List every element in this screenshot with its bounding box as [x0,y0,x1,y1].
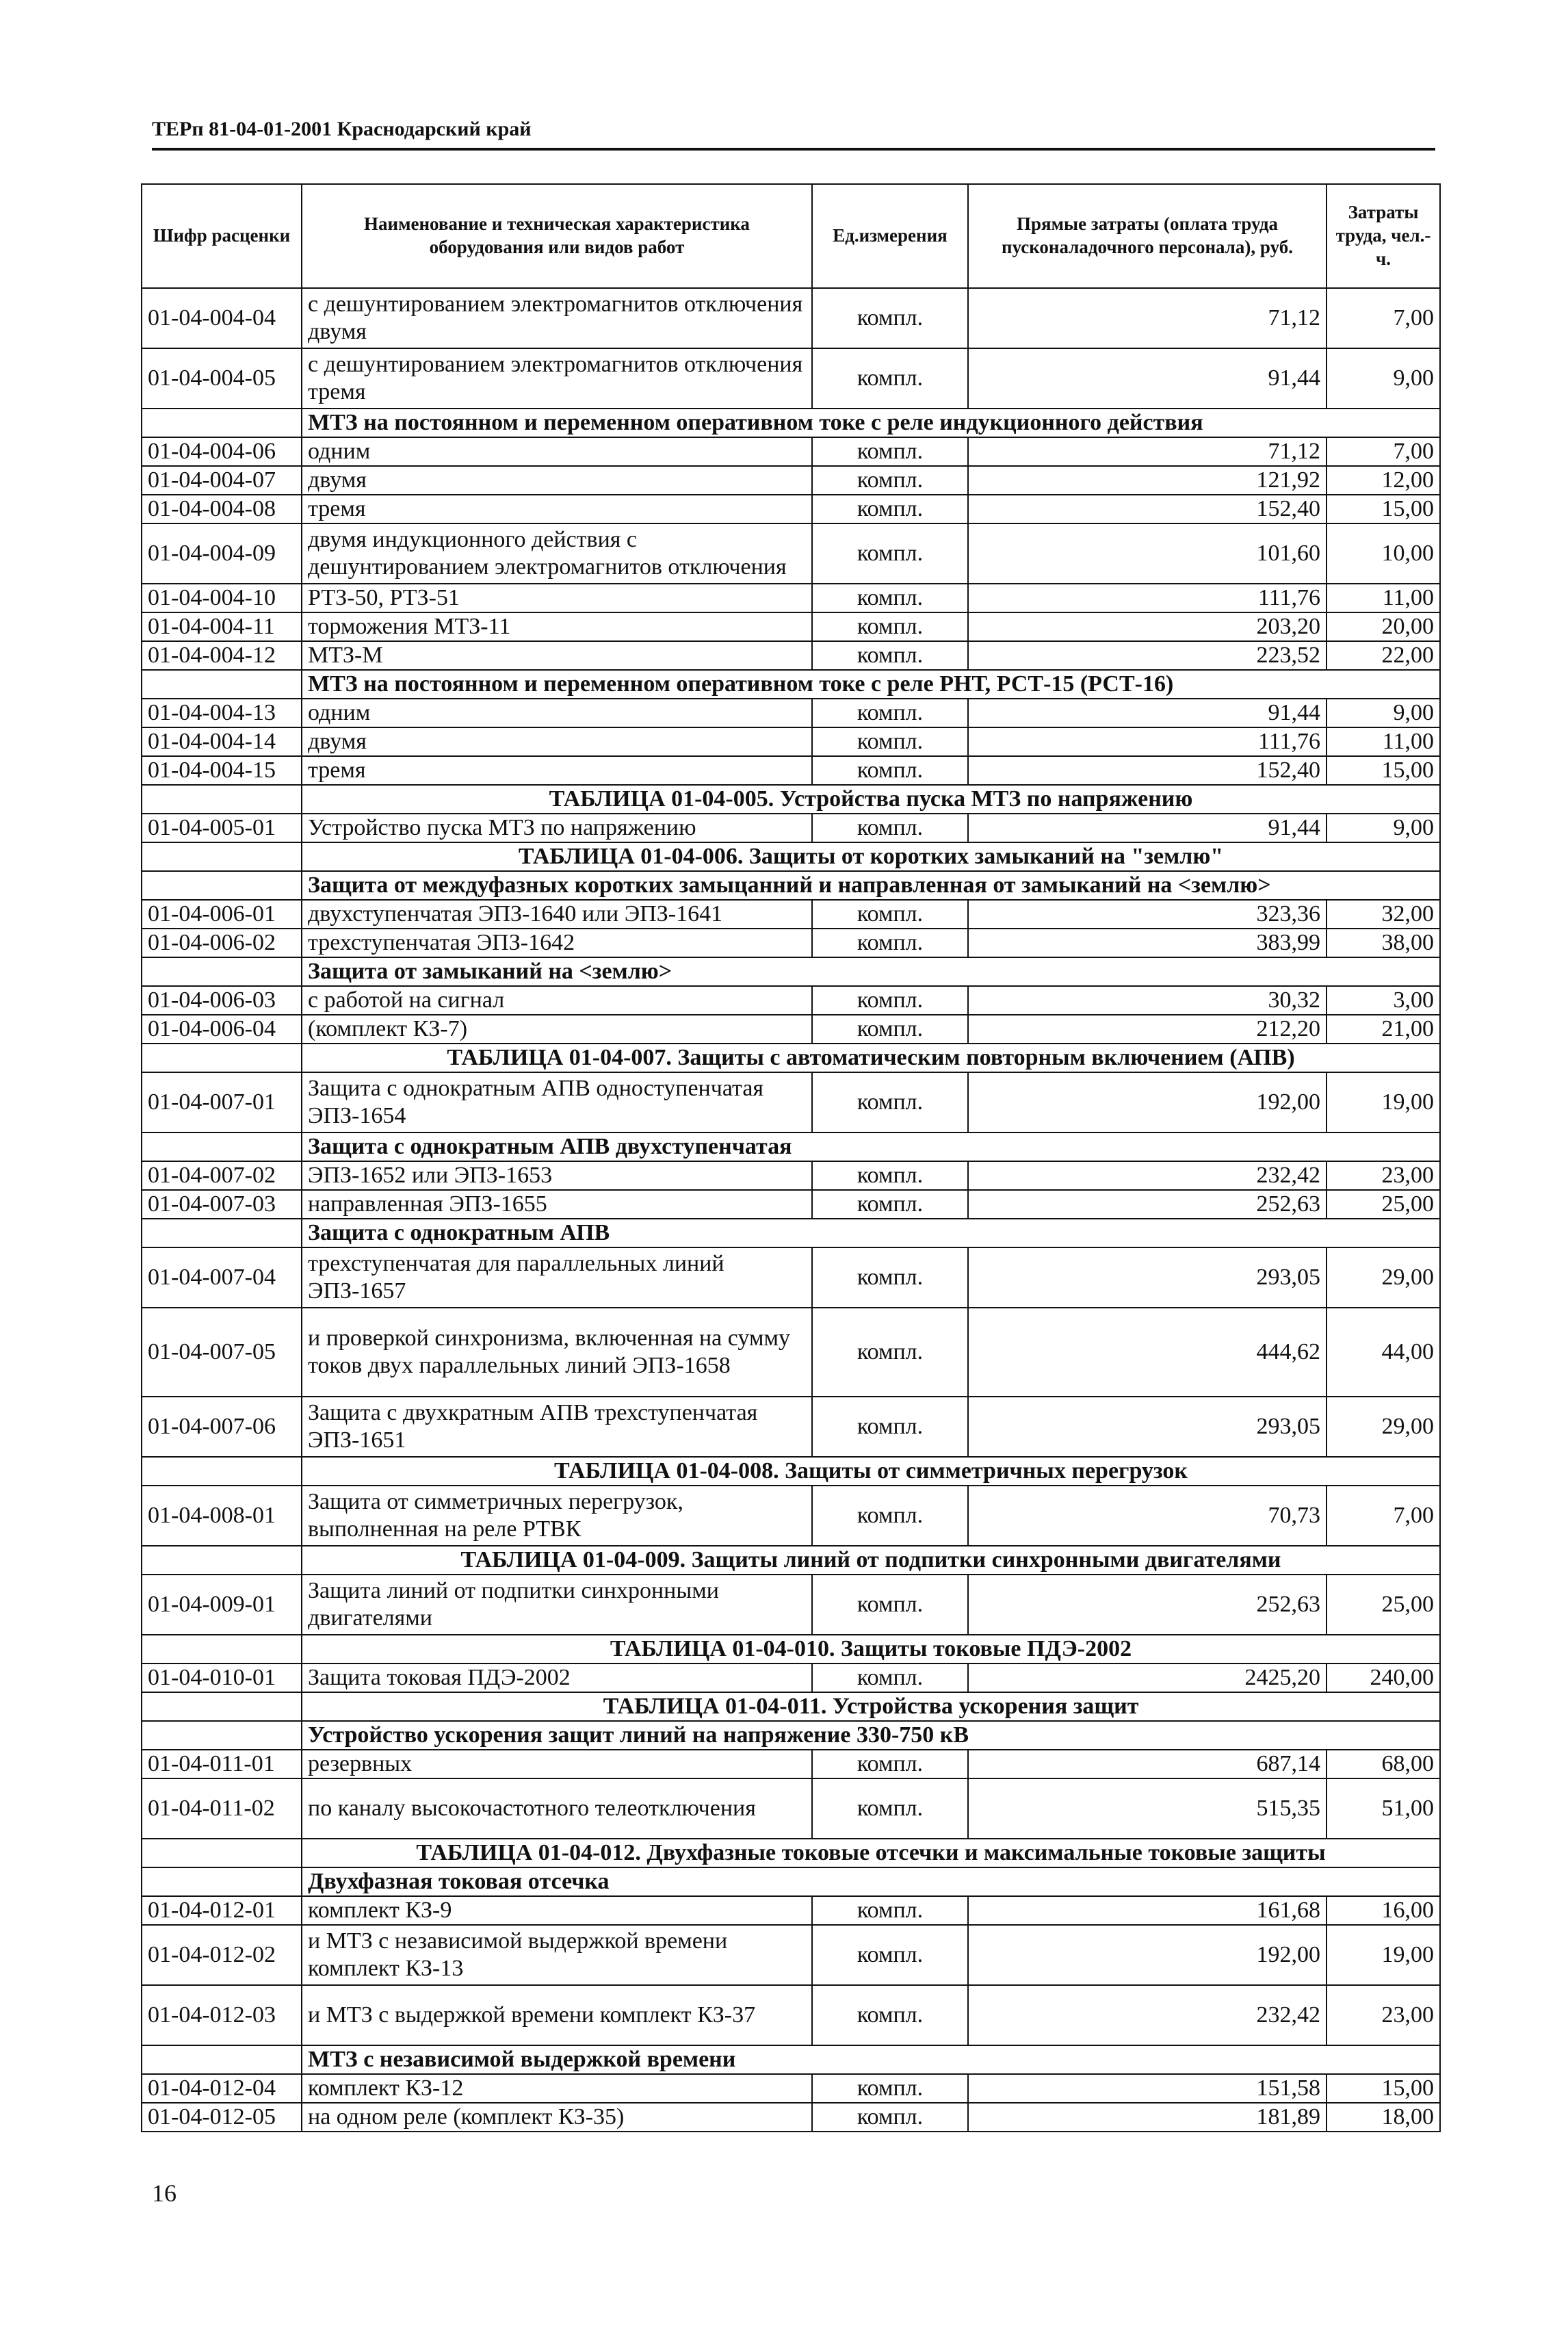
direct-cost: 515,35 [968,1778,1327,1839]
direct-cost: 161,68 [968,1896,1327,1925]
labor-cost: 38,00 [1327,929,1440,957]
work-name: трехступенчатая ЭПЗ-1642 [302,929,812,957]
rate-code: 01-04-007-02 [142,1161,302,1190]
empty-code-cell [142,670,302,699]
table-row [142,1161,1440,1190]
column-header-code: Шифр расценки [142,184,302,288]
unit-cell: компл. [812,495,968,523]
table-row [142,1190,1440,1219]
rate-code: 01-04-004-11 [142,612,302,641]
rate-code: 01-04-011-01 [142,1750,302,1778]
direct-cost: 71,12 [968,437,1327,466]
labor-cost: 7,00 [1327,288,1440,348]
section-title: Двухфазная токовая отсечка [302,1867,1440,1896]
labor-cost: 10,00 [1327,523,1440,584]
table-row [142,900,1440,929]
empty-code-cell [142,1219,302,1247]
unit-cell: компл. [812,1072,968,1132]
table-row [142,288,1440,348]
direct-cost: 192,00 [968,1925,1327,1985]
direct-cost: 2425,20 [968,1664,1327,1692]
rate-code: 01-04-007-03 [142,1190,302,1219]
work-name: с дешунтированием электромагнитов отключения тремя [302,348,812,409]
labor-cost: 7,00 [1327,1486,1440,1546]
unit-cell: компл. [812,2103,968,2132]
table-row [142,584,1440,612]
rate-code: 01-04-012-05 [142,2103,302,2132]
direct-cost: 152,40 [968,495,1327,523]
empty-code-cell [142,1721,302,1750]
section-title: Защита от междуфазных коротких замыцанний и направленная от замыканий на <землю> [302,871,1440,900]
rate-code: 01-04-004-04 [142,288,302,348]
work-name: по каналу высокочастотного телеотключения [302,1778,812,1839]
unit-cell: компл. [812,437,968,466]
column-header-name: Наименование и техническая характеристика оборудования или видов работ [302,184,812,288]
rate-code: 01-04-007-01 [142,1072,302,1132]
rate-code: 01-04-006-03 [142,986,302,1015]
table-title: ТАБЛИЦА 01-04-008. Защиты от симметричных перегрузок [302,1457,1440,1486]
table-row [142,466,1440,495]
empty-code-cell [142,1457,302,1486]
labor-cost: 44,00 [1327,1308,1440,1397]
work-name: (комплект КЗ-7) [302,1015,812,1044]
table-row [142,1778,1440,1839]
direct-cost: 203,20 [968,612,1327,641]
unit-cell: компл. [812,900,968,929]
rate-code: 01-04-012-02 [142,1925,302,1985]
table-row [142,437,1440,466]
table-row [142,1397,1440,1457]
labor-cost: 19,00 [1327,1072,1440,1132]
work-name: и МТЗ с независимой выдержкой времени комплект КЗ-13 [302,1925,812,1985]
table-title-row [142,1546,1440,1575]
direct-cost: 192,00 [968,1072,1327,1132]
table-row [142,756,1440,785]
labor-cost: 19,00 [1327,1925,1440,1985]
table-row [142,1247,1440,1308]
work-name: двумя индукционного действия с дешунтированием электромагнитов отключения [302,523,812,584]
section-row [142,1219,1440,1247]
table-header-row [142,184,1440,288]
unit-cell: компл. [812,1190,968,1219]
unit-cell: компл. [812,523,968,584]
labor-cost: 23,00 [1327,1985,1440,2045]
unit-cell: компл. [812,1247,968,1308]
unit-cell: компл. [812,1308,968,1397]
direct-cost: 181,89 [968,2103,1327,2132]
rate-code: 01-04-004-09 [142,523,302,584]
direct-cost: 232,42 [968,1161,1327,1190]
unit-cell: компл. [812,986,968,1015]
table-row [142,1750,1440,1778]
rate-code: 01-04-007-05 [142,1308,302,1397]
labor-cost: 25,00 [1327,1575,1440,1635]
labor-cost: 12,00 [1327,466,1440,495]
document-header: ТЕРп 81-04-01-2001 Краснодарский край [152,118,532,140]
rate-code: 01-04-004-12 [142,641,302,670]
table-row [142,641,1440,670]
unit-cell: компл. [812,1575,968,1635]
direct-cost: 71,12 [968,288,1327,348]
direct-cost: 383,99 [968,929,1327,957]
table-title: ТАБЛИЦА 01-04-007. Защиты с автоматическим повторным включением (АПВ) [302,1044,1440,1072]
empty-code-cell [142,1692,302,1721]
empty-code-cell [142,1867,302,1896]
direct-cost: 212,20 [968,1015,1327,1044]
empty-code-cell [142,785,302,814]
table-title-row [142,1692,1440,1721]
rate-code: 01-04-005-01 [142,814,302,842]
labor-cost: 51,00 [1327,1778,1440,1839]
table-row [142,1925,1440,1985]
rate-code: 01-04-012-03 [142,1985,302,2045]
table-row [142,1486,1440,1546]
empty-code-cell [142,957,302,986]
table-title: ТАБЛИЦА 01-04-006. Защиты от коротких замыканий на "землю" [302,842,1440,871]
unit-cell: компл. [812,1486,968,1546]
unit-cell: компл. [812,466,968,495]
labor-cost: 7,00 [1327,437,1440,466]
work-name: и проверкой синхронизма, включенная на сумму токов двух параллельных линий ЭПЗ-1658 [302,1308,812,1397]
empty-code-cell [142,1635,302,1664]
work-name: тремя [302,495,812,523]
section-title: Защита с однократным АПВ [302,1219,1440,1247]
rate-code: 01-04-012-01 [142,1896,302,1925]
unit-cell: компл. [812,929,968,957]
empty-code-cell [142,1839,302,1867]
direct-cost: 252,63 [968,1190,1327,1219]
rate-code: 01-04-012-04 [142,2074,302,2103]
unit-cell: компл. [812,641,968,670]
work-name: Защита линий от подпитки синхронными двигателями [302,1575,812,1635]
labor-cost: 32,00 [1327,900,1440,929]
work-name: с работой на сигнал [302,986,812,1015]
section-title: МТЗ на постоянном и переменном оперативном токе с реле РНТ, РСТ-15 (РСТ-16) [302,670,1440,699]
labor-cost: 9,00 [1327,814,1440,842]
work-name: Защита с однократным АПВ одноступенчатая ЭПЗ-1654 [302,1072,812,1132]
rate-code: 01-04-006-04 [142,1015,302,1044]
labor-cost: 29,00 [1327,1397,1440,1457]
labor-cost: 25,00 [1327,1190,1440,1219]
unit-cell: компл. [812,1925,968,1985]
direct-cost: 151,58 [968,2074,1327,2103]
labor-cost: 21,00 [1327,1015,1440,1044]
labor-cost: 3,00 [1327,986,1440,1015]
direct-cost: 223,52 [968,641,1327,670]
direct-cost: 111,76 [968,584,1327,612]
table-row [142,1664,1440,1692]
direct-cost: 121,92 [968,466,1327,495]
labor-cost: 23,00 [1327,1161,1440,1190]
empty-code-cell [142,409,302,437]
table-row [142,727,1440,756]
rate-code: 01-04-004-14 [142,727,302,756]
direct-cost: 101,60 [968,523,1327,584]
work-name: трехступенчатая для параллельных линий ЭПЗ-1657 [302,1247,812,1308]
table-title-row [142,1044,1440,1072]
work-name: направленная ЭПЗ-1655 [302,1190,812,1219]
empty-code-cell [142,1044,302,1072]
labor-cost: 11,00 [1327,584,1440,612]
empty-code-cell [142,842,302,871]
labor-cost: 9,00 [1327,348,1440,409]
direct-cost: 91,44 [968,814,1327,842]
table-row [142,699,1440,727]
work-name: торможения МТЗ-11 [302,612,812,641]
direct-cost: 444,62 [968,1308,1327,1397]
section-title: МТЗ на постоянном и переменном оперативном токе с реле индукционного действия [302,409,1440,437]
rate-code: 01-04-008-01 [142,1486,302,1546]
rate-code: 01-04-004-06 [142,437,302,466]
table-body [142,288,1440,2132]
rate-code: 01-04-004-10 [142,584,302,612]
unit-cell: компл. [812,727,968,756]
table-title: ТАБЛИЦА 01-04-005. Устройства пуска МТЗ по напряжению [302,785,1440,814]
unit-cell: компл. [812,756,968,785]
empty-code-cell [142,1132,302,1161]
table-row [142,986,1440,1015]
table-title: ТАБЛИЦА 01-04-010. Защиты токовые ПДЭ-2002 [302,1635,1440,1664]
unit-cell: компл. [812,348,968,409]
section-title: Устройство ускорения защит линий на напряжение 330-750 кВ [302,1721,1440,1750]
work-name: одним [302,437,812,466]
section-row [142,957,1440,986]
direct-cost: 30,32 [968,986,1327,1015]
rate-code: 01-04-010-01 [142,1664,302,1692]
table-title-row [142,842,1440,871]
labor-cost: 11,00 [1327,727,1440,756]
work-name: двумя [302,466,812,495]
rates-table [141,183,1441,2132]
unit-cell: компл. [812,1015,968,1044]
rate-code: 01-04-004-13 [142,699,302,727]
section-title: МТЗ с независимой выдержкой времени [302,2045,1440,2074]
table-row [142,1575,1440,1635]
rate-code: 01-04-004-07 [142,466,302,495]
table-row [142,2103,1440,2132]
table-title-row [142,1635,1440,1664]
unit-cell: компл. [812,1896,968,1925]
direct-cost: 232,42 [968,1985,1327,2045]
section-row [142,871,1440,900]
rate-code: 01-04-004-05 [142,348,302,409]
table-title: ТАБЛИЦА 01-04-011. Устройства ускорения защит [302,1692,1440,1721]
section-title: Защита с однократным АПВ двухступенчатая [302,1132,1440,1161]
empty-code-cell [142,1546,302,1575]
labor-cost: 15,00 [1327,495,1440,523]
column-header-unit: Ед.измерения [812,184,968,288]
labor-cost: 9,00 [1327,699,1440,727]
section-row [142,2045,1440,2074]
section-row [142,409,1440,437]
unit-cell: компл. [812,1750,968,1778]
work-name: Защита от симметричных перегрузок, выполненная на реле РТВК [302,1486,812,1546]
table-row [142,1015,1440,1044]
direct-cost: 293,05 [968,1397,1327,1457]
direct-cost: 91,44 [968,348,1327,409]
work-name: МТЗ-М [302,641,812,670]
unit-cell: компл. [812,288,968,348]
labor-cost: 15,00 [1327,2074,1440,2103]
labor-cost: 68,00 [1327,1750,1440,1778]
section-row [142,670,1440,699]
work-name: резервных [302,1750,812,1778]
table-row [142,612,1440,641]
labor-cost: 18,00 [1327,2103,1440,2132]
labor-cost: 29,00 [1327,1247,1440,1308]
direct-cost: 293,05 [968,1247,1327,1308]
work-name: двумя [302,727,812,756]
direct-cost: 687,14 [968,1750,1327,1778]
work-name: комплект КЗ-9 [302,1896,812,1925]
rate-code: 01-04-006-02 [142,929,302,957]
rate-code: 01-04-004-08 [142,495,302,523]
direct-cost: 252,63 [968,1575,1327,1635]
unit-cell: компл. [812,1664,968,1692]
section-row [142,1132,1440,1161]
rate-code: 01-04-007-06 [142,1397,302,1457]
work-name: Защита с двухкратным АПВ трехступенчатая ЭПЗ-1651 [302,1397,812,1457]
work-name: двухступенчатая ЭПЗ-1640 или ЭПЗ-1641 [302,900,812,929]
rate-code: 01-04-007-04 [142,1247,302,1308]
labor-cost: 16,00 [1327,1896,1440,1925]
table-title-row [142,1457,1440,1486]
unit-cell: компл. [812,1778,968,1839]
table-row [142,1308,1440,1397]
work-name: одним [302,699,812,727]
unit-cell: компл. [812,1397,968,1457]
table-row [142,2074,1440,2103]
table-row [142,495,1440,523]
table-row [142,1896,1440,1925]
table-row [142,1072,1440,1132]
work-name: и МТЗ с выдержкой времени комплект КЗ-37 [302,1985,812,2045]
table-row [142,348,1440,409]
rate-code: 01-04-006-01 [142,900,302,929]
work-name: с дешунтированием электромагнитов отключения двумя [302,288,812,348]
unit-cell: компл. [812,584,968,612]
labor-cost: 20,00 [1327,612,1440,641]
page-number: 16 [152,2179,177,2207]
section-title: Защита от замыканий на <землю> [302,957,1440,986]
direct-cost: 323,36 [968,900,1327,929]
labor-cost: 22,00 [1327,641,1440,670]
unit-cell: компл. [812,814,968,842]
labor-cost: 240,00 [1327,1664,1440,1692]
work-name: на одном реле (комплект КЗ-35) [302,2103,812,2132]
rate-code: 01-04-004-15 [142,756,302,785]
rate-code: 01-04-011-02 [142,1778,302,1839]
rate-code: 01-04-009-01 [142,1575,302,1635]
header-rule [152,148,1435,151]
column-header-cost: Прямые затраты (оплата труда пусконаладочного персонала), руб. [968,184,1327,288]
table-title-row [142,785,1440,814]
unit-cell: компл. [812,612,968,641]
direct-cost: 91,44 [968,699,1327,727]
section-row [142,1721,1440,1750]
direct-cost: 152,40 [968,756,1327,785]
table-row [142,929,1440,957]
work-name: ЭПЗ-1652 или ЭПЗ-1653 [302,1161,812,1190]
direct-cost: 111,76 [968,727,1327,756]
table-title: ТАБЛИЦА 01-04-009. Защиты линий от подпитки синхронными двигателями [302,1546,1440,1575]
table-row [142,523,1440,584]
work-name: тремя [302,756,812,785]
table-row [142,814,1440,842]
unit-cell: компл. [812,1161,968,1190]
unit-cell: компл. [812,699,968,727]
work-name: Защита токовая ПДЭ-2002 [302,1664,812,1692]
empty-code-cell [142,871,302,900]
column-header-labor: Затраты труда, чел.-ч. [1327,184,1440,288]
unit-cell: компл. [812,2074,968,2103]
direct-cost: 70,73 [968,1486,1327,1546]
table-title: ТАБЛИЦА 01-04-012. Двухфазные токовые отсечки и максимальные токовые защиты [302,1839,1440,1867]
work-name: комплект КЗ-12 [302,2074,812,2103]
labor-cost: 15,00 [1327,756,1440,785]
empty-code-cell [142,2045,302,2074]
work-name: РТЗ-50, РТЗ-51 [302,584,812,612]
section-row [142,1867,1440,1896]
unit-cell: компл. [812,1985,968,2045]
table-row [142,1985,1440,2045]
table-title-row [142,1839,1440,1867]
work-name: Устройство пуска МТЗ по напряжению [302,814,812,842]
